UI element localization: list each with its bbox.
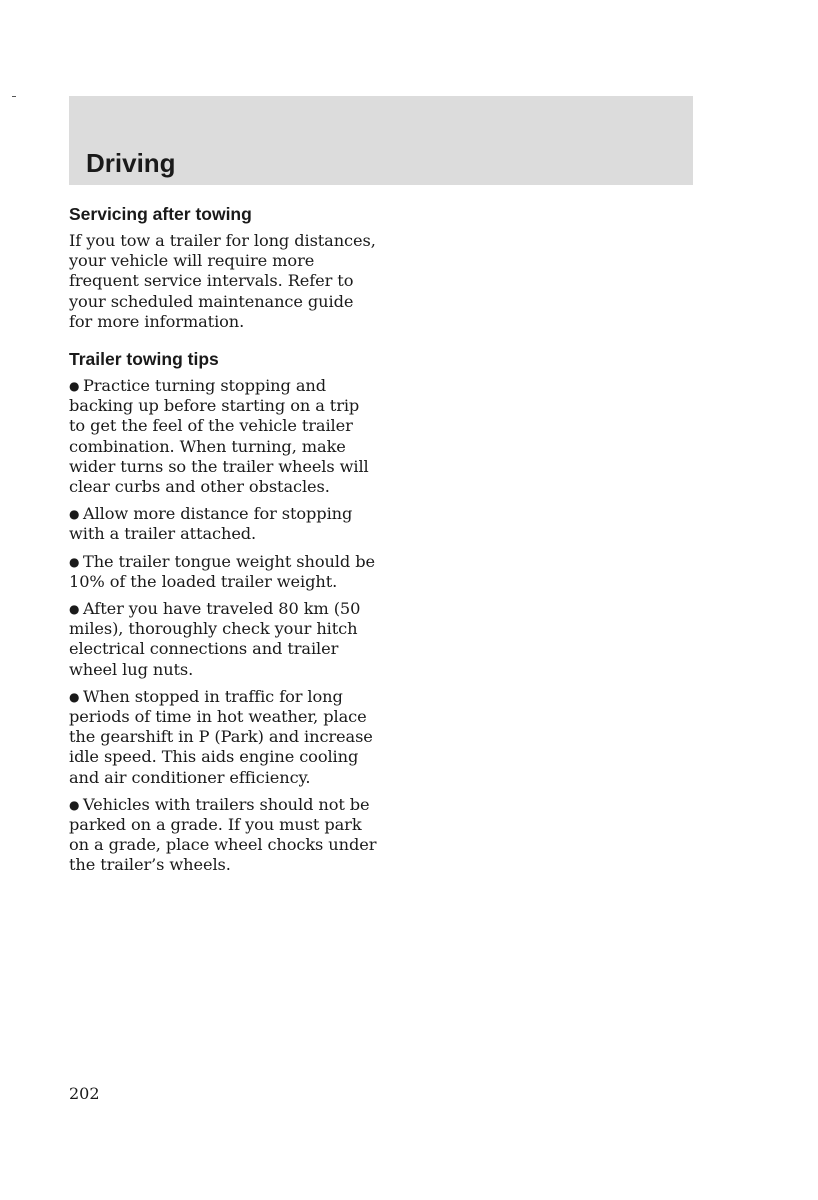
bullet-icon: ●	[69, 689, 80, 704]
page-content	[69, 203, 379, 883]
list-item-text: After you have traveled 80 km (50 miles), thoroughly check your hitch electrical connections and trailer wheel lug nuts.	[69, 599, 361, 679]
list-item-text: Vehicles with trailers should not be parked on a grade. If you must park on a grade, place wheel chocks under the trailer’s wheels.	[69, 794, 377, 875]
bullet-icon: ●	[69, 554, 80, 569]
list-item-text: When stopped in traffic for long periods of time in hot weather, place the gearshift in P (Park) and increase idle speed. This aids engine cooling and air conditioner efficiency.	[69, 686, 373, 787]
bullet-icon: ●	[69, 602, 80, 617]
list-item-text: The trailer tongue weight should be 10% of the loaded trailer weight.	[69, 551, 375, 591]
section-trailer-towing-tips	[69, 348, 379, 876]
section-heading: Trailer towing tips	[69, 349, 219, 370]
crop-mark	[12, 96, 16, 97]
section-spacer	[69, 332, 379, 348]
section-paragraph: If you tow a trailer for long distances, your vehicle will require more frequent service intervals. Refer to your scheduled maintenance guide for more information.	[69, 231, 376, 331]
bullet-icon: ●	[69, 507, 80, 522]
page-number: 202	[69, 1084, 100, 1103]
list-item	[69, 795, 379, 876]
list-item-text: Practice turning stopping and backing up before starting on a trip to get the feel of the vehicle trailer combination. When turning, make wider turns so the trailer wheels will clear curbs and other obstacles.	[69, 376, 369, 497]
section-servicing-after-towing	[69, 203, 379, 332]
section-heading: Servicing after towing	[69, 204, 252, 224]
chapter-title: Driving	[86, 148, 176, 178]
list-item	[69, 504, 379, 544]
chapter-header	[69, 96, 693, 185]
list-item	[69, 687, 379, 788]
list-item	[69, 599, 379, 680]
list-item-text: Allow more distance for stopping with a trailer attached.	[69, 504, 353, 544]
tips-list	[69, 376, 379, 876]
list-item	[69, 552, 379, 592]
bullet-icon: ●	[69, 379, 80, 394]
bullet-icon: ●	[69, 797, 80, 812]
list-item	[69, 376, 379, 497]
